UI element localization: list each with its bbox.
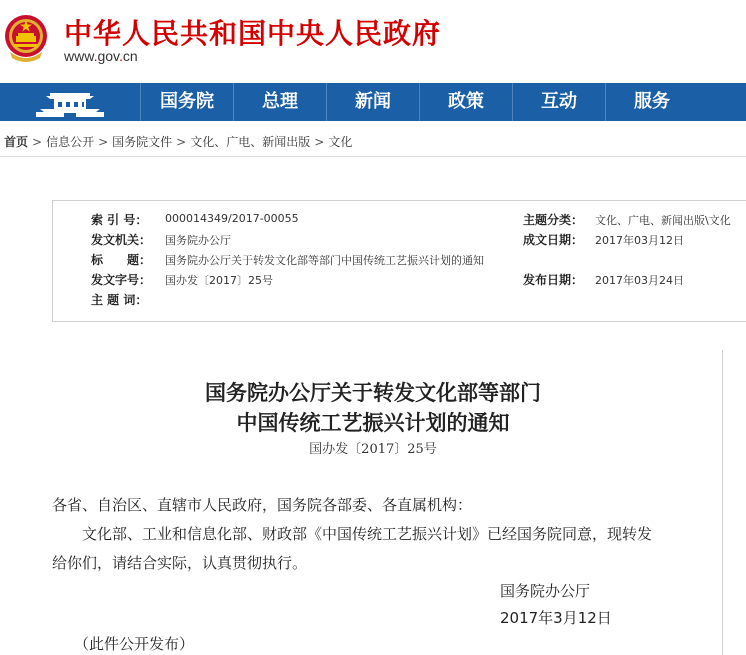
org-value: 国务院办公厅 xyxy=(165,234,231,247)
index-value: 000014349/2017-00055 xyxy=(165,212,299,225)
breadcrumb-culture[interactable]: 文化 xyxy=(328,135,353,149)
org-label: 发文机关： xyxy=(91,233,152,247)
site-url[interactable] xyxy=(64,48,138,64)
site-header xyxy=(0,0,746,80)
nav-item-premier[interactable]: 总理 xyxy=(233,83,326,121)
nav-item-services[interactable]: 服务 xyxy=(605,83,698,121)
document-title-line: 中国传统工艺振兴计划的通知 xyxy=(236,410,510,435)
nav-item-policy[interactable]: 政策 xyxy=(419,83,512,121)
breadcrumb-state-council-docs[interactable]: 国务院文件 xyxy=(112,135,173,149)
document-publication-note: （此件公开发布） xyxy=(74,635,195,653)
category-value: 文化、广电、新闻出版\文化 xyxy=(595,214,731,227)
url-tld: cn xyxy=(122,48,138,64)
category-label: 主题分类： xyxy=(523,213,584,227)
document-paragraph-line: 文化部、工业和信息化部、财政部《中国传统工艺振兴计划》已经国务院同意，现转发 xyxy=(82,525,653,543)
document-signer: 国务院办公厅 xyxy=(500,582,591,600)
created-date-label: 成文日期： xyxy=(523,233,584,247)
url-prefix: www xyxy=(64,48,94,64)
home-gate-icon[interactable] xyxy=(0,83,140,121)
breadcrumb-separator: > xyxy=(32,135,43,149)
document-title-line: 国务院办公厅关于转发文化部等部门 xyxy=(205,380,541,405)
docno-value: 国办发〔2017〕25号 xyxy=(165,274,273,287)
breadcrumb xyxy=(4,133,352,150)
breadcrumb-separator: > xyxy=(98,135,109,149)
site-title[interactable]: 中华人民共和国中央人民政府 xyxy=(64,17,442,50)
breadcrumb-divider xyxy=(0,156,746,157)
main-nav xyxy=(0,83,746,121)
document-salutation: 各省、自治区、直辖市人民政府，国务院各部委、各直属机构： xyxy=(52,496,473,514)
docno-label: 发文字号： xyxy=(91,273,152,287)
nav-item-news[interactable]: 新闻 xyxy=(326,83,419,121)
document-info-box xyxy=(52,200,746,322)
url-dot: . xyxy=(93,48,98,64)
breadcrumb-separator: > xyxy=(176,135,187,149)
created-date-value: 2017年03月12日 xyxy=(595,234,684,247)
index-label: 索 引 号： xyxy=(91,213,148,227)
breadcrumb-culture-media[interactable]: 文化、广电、新闻出版 xyxy=(190,135,311,149)
breadcrumb-home[interactable]: 首页 xyxy=(4,135,29,149)
title-label: 标 题： xyxy=(91,253,152,267)
title-value: 国务院办公厅关于转发文化部等部门中国传统工艺振兴计划的通知 xyxy=(165,254,484,267)
national-emblem-icon[interactable] xyxy=(4,12,48,64)
nav-item-state-council[interactable]: 国务院 xyxy=(140,83,233,121)
document-number: 国办发〔2017〕25号 xyxy=(309,442,437,457)
document-paragraph-line: 给你们，请结合实际，认真贯彻执行。 xyxy=(52,554,308,572)
document-title xyxy=(0,378,746,438)
nav-item-interaction[interactable]: 互动 xyxy=(512,83,605,121)
url-domain: gov xyxy=(97,48,119,64)
breadcrumb-info-public[interactable]: 信息公开 xyxy=(46,135,95,149)
published-date-label: 发布日期： xyxy=(523,273,584,287)
document-date: 2017年3月12日 xyxy=(500,609,612,627)
url-dot: . xyxy=(119,48,123,64)
keywords-label: 主 题 词： xyxy=(91,293,148,307)
published-date-value: 2017年03月24日 xyxy=(595,274,684,287)
breadcrumb-separator: > xyxy=(314,135,325,149)
